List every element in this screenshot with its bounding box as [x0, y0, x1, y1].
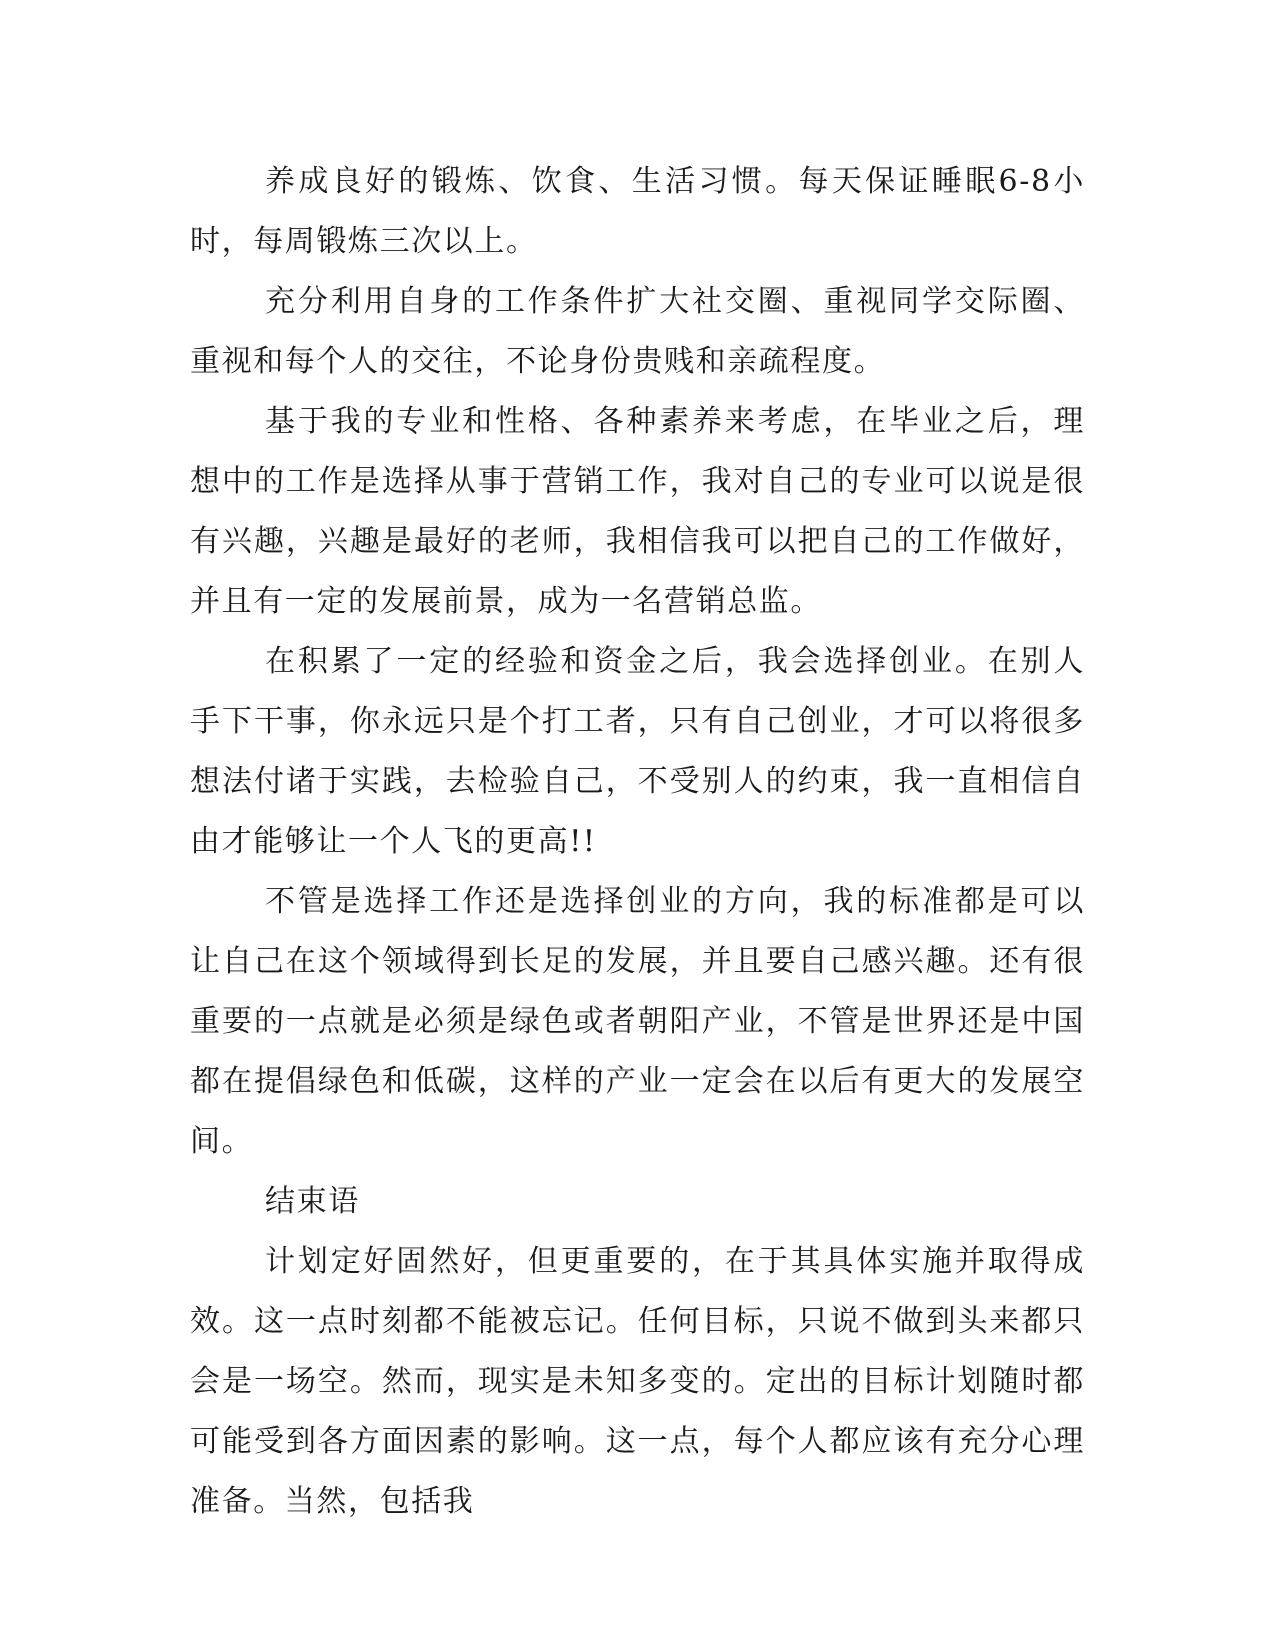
document-body	[190, 152, 1085, 1532]
paragraph-habits: 养成良好的锻炼、饮食、生活习惯。每天保证睡眠6-8小时，每周锻炼三次以上。	[190, 164, 1085, 259]
paragraph-direction: 不管是选择工作还是选择创业的方向，我的标准都是可以让自己在这个领域得到长足的发展，并且要自己感兴趣。还有很重要的一点就是必须是绿色或者朝阳产业，不管是世界还是中国都在提倡绿色和低碳，这样的产业一定会在以后有更大的发展空间。	[190, 884, 1085, 1159]
paragraph-career-goal: 基于我的专业和性格、各种素养来考虑，在毕业之后，理想中的工作是选择从事于营销工作，我对自己的专业可以说是很有兴趣，兴趣是最好的老师，我相信我可以把自己的工作做好，并且有一定的发展前景，成为一名营销总监。	[190, 404, 1085, 619]
section-heading-conclusion: 结束语	[265, 1184, 360, 1219]
paragraph-entrepreneurship: 在积累了一定的经验和资金之后，我会选择创业。在别人手下干事，你永远只是个打工者，只有自己创业，才可以将很多想法付诸于实践，去检验自己，不受别人的约束，我一直相信自由才能够让一个人飞的更高!!	[190, 644, 1085, 859]
paragraph-social: 充分利用自身的工作条件扩大社交圈、重视同学交际圈、重视和每个人的交往，不论身份贵贱和亲疏程度。	[190, 284, 1085, 379]
paragraph-conclusion: 计划定好固然好，但更重要的，在于其具体实施并取得成效。这一点时刻都不能被忘记。任何目标，只说不做到头来都只会是一场空。然而，现实是未知多变的。定出的目标计划随时都可能受到各方面因素的影响。这一点，每个人都应该有充分心理准备。当然，包括我	[190, 1244, 1085, 1519]
